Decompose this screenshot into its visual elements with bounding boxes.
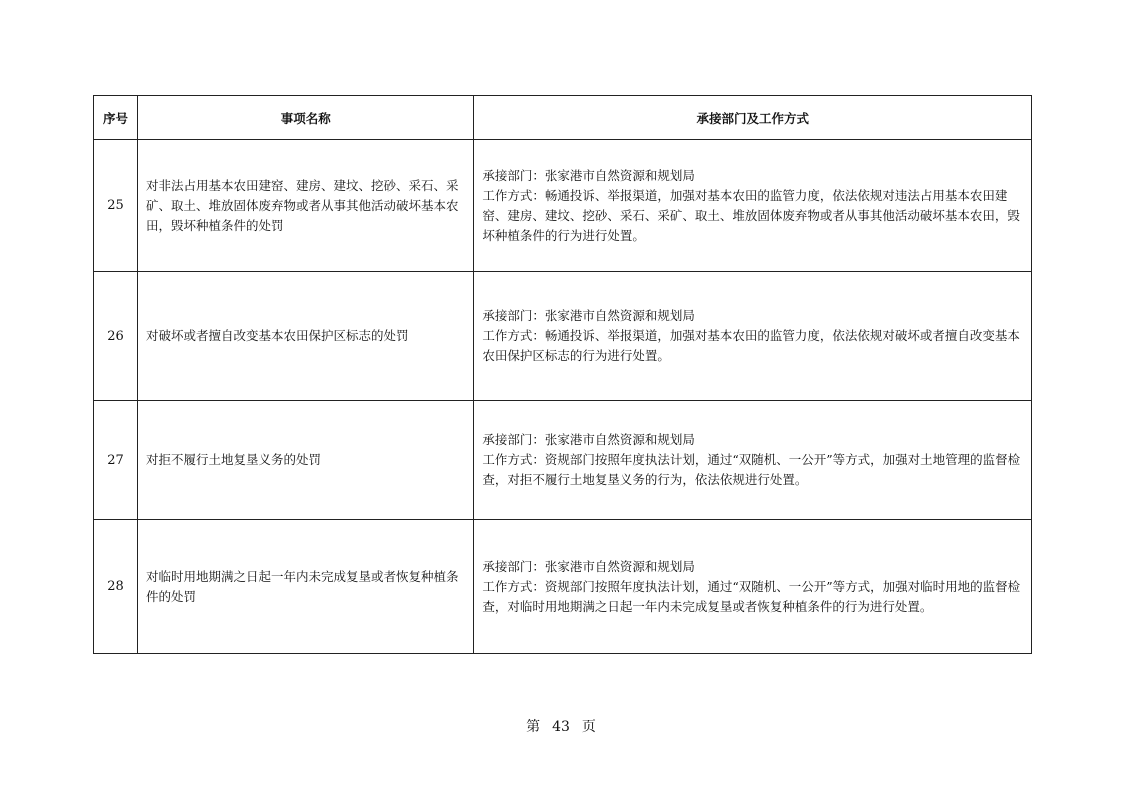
row-serial-number: 27 <box>94 401 138 520</box>
header-matter-name: 事项名称 <box>138 96 474 140</box>
row-department: 承接部门：张家港市自然资源和规划局 <box>482 432 695 447</box>
row-department-method <box>474 272 1032 401</box>
table-row <box>94 401 1032 520</box>
page-number: 43 <box>552 719 570 735</box>
row-department-method <box>474 520 1032 654</box>
row-department-method <box>474 140 1032 272</box>
header-department-method: 承接部门及工作方式 <box>474 96 1032 140</box>
page-footer <box>0 716 1122 736</box>
row-serial-number: 26 <box>94 272 138 401</box>
row-work-method: 工作方式：资规部门按照年度执法计划，通过“双随机、一公开”等方式，加强对临时用地的监督检查，对临时用地期满之日起一年内未完成复垦或者恢复种植条件的行为进行处置。 <box>482 578 1021 614</box>
row-serial-number: 25 <box>94 140 138 272</box>
page-number-suffix: 页 <box>581 719 596 735</box>
table-row <box>94 140 1032 272</box>
row-department-method <box>474 401 1032 520</box>
row-department: 承接部门：张家港市自然资源和规划局 <box>482 558 695 574</box>
row-matter-name: 对破坏或者擅自改变基本农田保护区标志的处罚 <box>138 272 474 401</box>
row-work-method: 工作方式：畅通投诉、举报渠道，加强对基本农田的监管力度，依法依规对破坏或者擅自改变基本农田保护区标志的行为进行处置。 <box>482 328 1020 363</box>
row-department: 承接部门：张家港市自然资源和规划局 <box>482 167 695 183</box>
row-matter-name: 对临时用地期满之日起一年内未完成复垦或者恢复种植条件的处罚 <box>138 520 474 654</box>
table-row <box>94 272 1032 401</box>
row-matter-name: 对拒不履行土地复垦义务的处罚 <box>138 401 474 520</box>
table-row <box>94 520 1032 654</box>
table-header-row <box>94 96 1032 140</box>
row-serial-number: 28 <box>94 520 138 654</box>
page-number-prefix: 第 <box>526 719 541 735</box>
row-work-method: 工作方式：畅通投诉、举报渠道，加强对基本农田的监管力度，依法依规对违法占用基本农田建窑、建房、建坟、挖砂、采石、采矿、取土、堆放固体废弃物或者从事其他活动破坏基本农田，毁坏种植条件的行为进行处置。 <box>482 187 1020 243</box>
row-work-method: 工作方式：资规部门按照年度执法计划，通过“双随机、一公开”等方式，加强对土地管理的监督检查，对拒不履行土地复垦义务的行为，依法依规进行处置。 <box>482 452 1021 487</box>
row-matter-name: 对非法占用基本农田建窑、建房、建坟、挖砂、采石、采矿、取土、堆放固体废弃物或者从事其他活动破坏基本农田，毁坏种植条件的处罚 <box>138 140 474 272</box>
matters-table <box>93 95 1032 654</box>
row-department: 承接部门：张家港市自然资源和规划局 <box>482 308 695 323</box>
header-serial-number: 序号 <box>94 96 138 140</box>
